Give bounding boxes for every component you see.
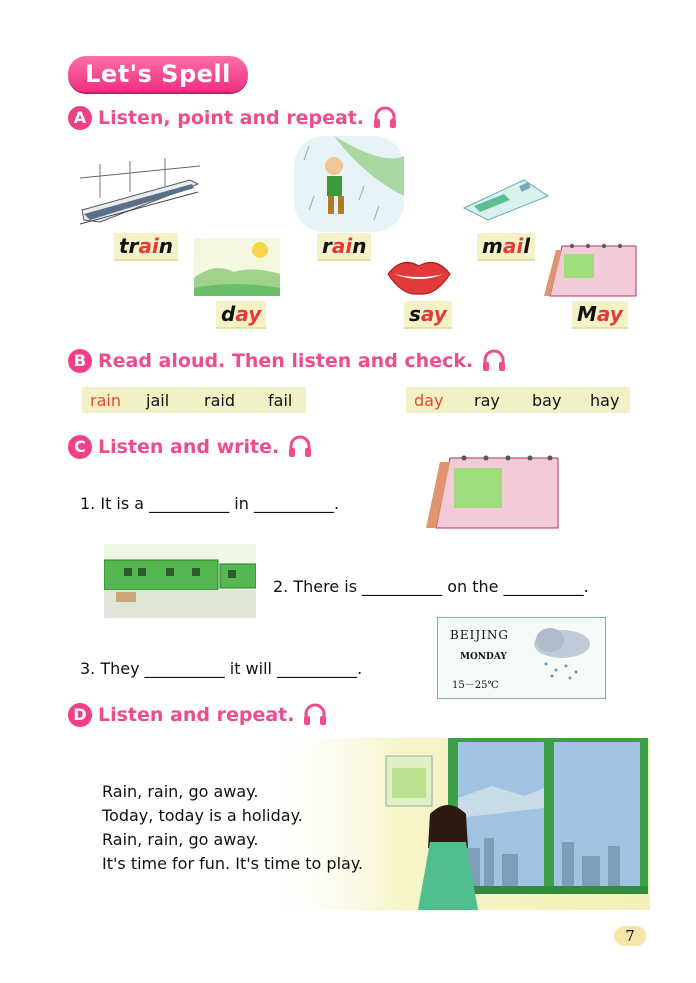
headphones-icon[interactable]: [287, 434, 313, 460]
section-b-instruction: Read aloud. Then listen and check.: [98, 350, 474, 372]
word-may: May: [572, 301, 628, 329]
check-word: raid: [204, 390, 235, 410]
weather-temp: 15－25℃: [452, 680, 499, 691]
section-a-heading: [68, 104, 398, 132]
green-building-picture: [104, 544, 256, 618]
section-a-instruction: Listen, point and repeat.: [98, 107, 365, 129]
desk-calendar-picture: [542, 240, 638, 298]
lips-picture: [386, 254, 452, 298]
word-train: train: [114, 233, 178, 261]
poem-line: Rain, rain, go away.: [102, 782, 259, 801]
headphones-icon[interactable]: [302, 702, 328, 728]
check-word: rain: [90, 390, 121, 410]
check-word: ray: [474, 390, 500, 410]
section-d-instruction: Listen and repeat.: [98, 704, 295, 726]
poem: [102, 780, 363, 876]
check-word: hay: [590, 390, 620, 410]
poem-line: It's time for fun. It's time to play.: [102, 854, 364, 873]
day-sun-picture: [194, 238, 280, 296]
word-mail: mail: [477, 233, 535, 261]
page-number: 7: [614, 926, 646, 946]
word-rain: rain: [317, 233, 371, 261]
section-c-instruction: Listen and write.: [98, 436, 280, 458]
rain-boy-picture: [294, 136, 404, 232]
poem-line: Rain, rain, go away.: [102, 830, 259, 849]
headphones-icon[interactable]: [481, 348, 507, 374]
section-a-badge: A: [68, 106, 92, 130]
sentence-3[interactable]: 3. They __________ it will __________.: [80, 659, 363, 678]
check-row-ai: [82, 387, 306, 413]
weather-card: [437, 617, 606, 699]
word-say: say: [404, 301, 452, 329]
section-d-heading: [68, 701, 328, 729]
word-day: day: [216, 301, 266, 329]
train-picture: [80, 158, 200, 226]
section-c-heading: [68, 433, 313, 461]
section-c-badge: C: [68, 435, 92, 459]
check-word: fail: [268, 390, 293, 410]
page-title: Let's Spell: [68, 56, 248, 92]
section-d-badge: D: [68, 703, 92, 727]
mail-envelope-picture: [460, 178, 550, 222]
desk-calendar-picture: [424, 452, 560, 530]
section-b-badge: B: [68, 349, 92, 373]
poem-line: Today, today is a holiday.: [102, 806, 303, 825]
weather-city: BEIJING: [450, 628, 509, 642]
check-word: bay: [532, 390, 562, 410]
rain-cloud-icon: [526, 622, 596, 682]
check-word: jail: [146, 390, 170, 410]
check-row-ay: [406, 387, 630, 413]
section-b-heading: [68, 347, 507, 375]
check-word: day: [414, 390, 444, 410]
headphones-icon[interactable]: [372, 105, 398, 131]
sentence-1[interactable]: 1. It is a __________ in __________.: [80, 494, 340, 513]
sentence-2[interactable]: 2. There is __________ on the __________.: [273, 577, 589, 596]
weather-day: MONDAY: [460, 652, 507, 662]
